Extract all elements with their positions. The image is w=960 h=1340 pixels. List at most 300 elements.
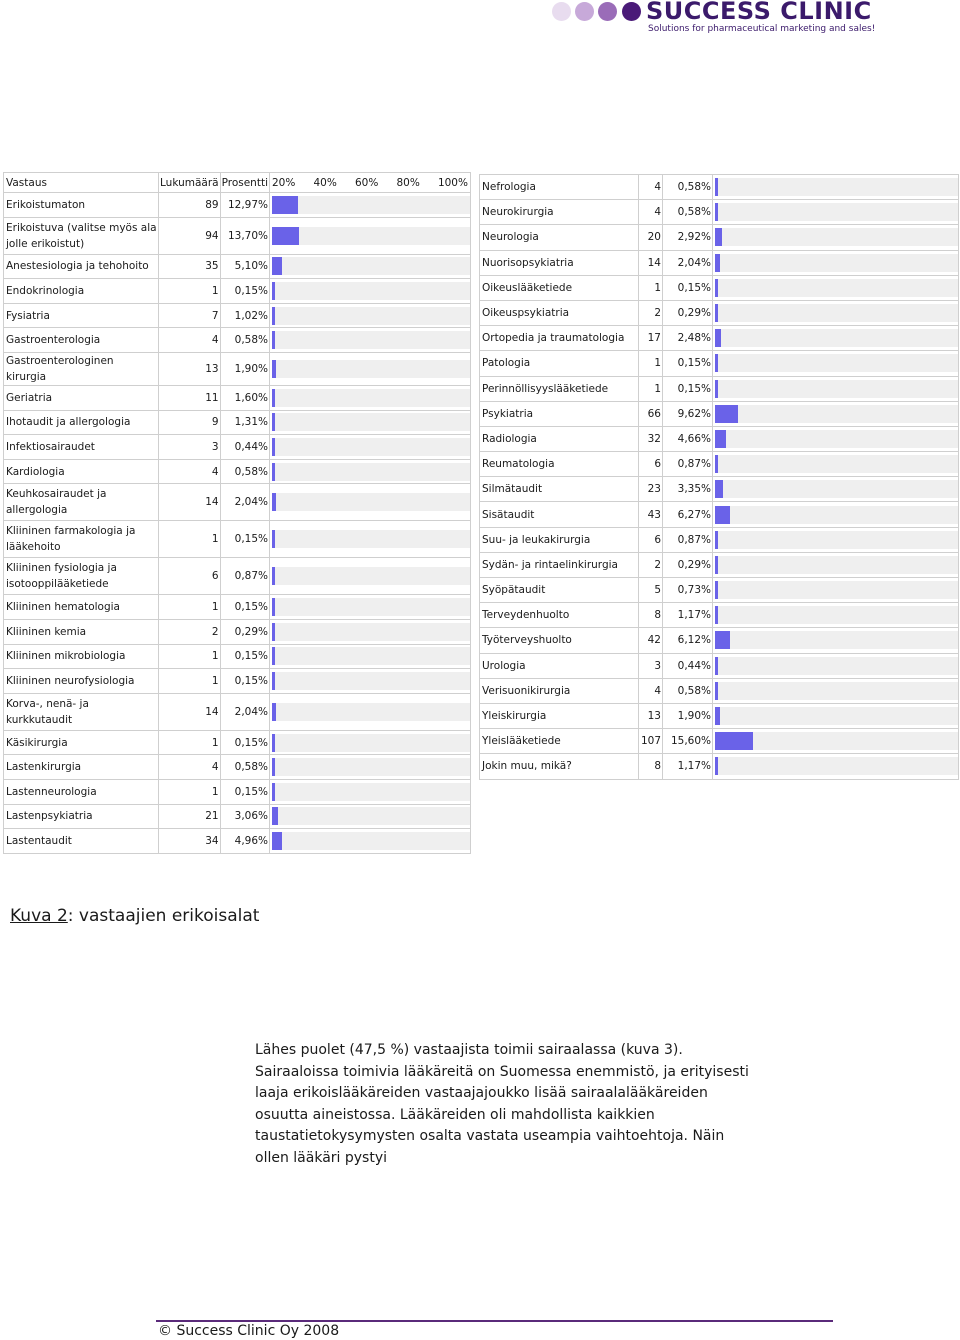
row-count: 9 <box>159 410 221 435</box>
row-count: 7 <box>159 303 221 328</box>
figure-caption-number: Kuva 2 <box>10 906 68 926</box>
row-percent: 0,58% <box>663 175 713 200</box>
table-row <box>4 558 471 595</box>
row-bar-cell <box>713 552 959 577</box>
bar-track <box>272 257 470 275</box>
row-percent: 5,10% <box>220 254 269 279</box>
row-bar-cell <box>713 729 959 754</box>
row-count: 4 <box>159 459 221 484</box>
row-bar-cell <box>713 376 959 401</box>
row-bar-cell <box>713 477 959 502</box>
row-bar-cell <box>270 193 471 218</box>
header-answer: Vastaus <box>4 173 159 193</box>
percent-bar <box>715 203 718 221</box>
table-row <box>4 829 471 854</box>
bar-track <box>715 430 958 448</box>
table-row <box>480 603 959 628</box>
table-row <box>4 352 471 385</box>
row-percent: 0,29% <box>663 300 713 325</box>
table-row <box>4 619 471 644</box>
row-percent: 0,15% <box>663 351 713 376</box>
row-bar-cell <box>713 401 959 426</box>
row-percent: 2,04% <box>220 693 269 730</box>
row-percent: 0,15% <box>220 521 269 558</box>
table-row <box>480 653 959 678</box>
row-label: Kardiologia <box>4 459 159 484</box>
table-row <box>4 435 471 460</box>
figure-caption <box>10 906 259 926</box>
bar-track <box>715 455 958 473</box>
bar-track <box>715 631 958 649</box>
row-bar-cell <box>713 250 959 275</box>
logo-dot <box>598 2 617 21</box>
percent-bar <box>272 493 276 511</box>
row-bar-cell <box>270 279 471 304</box>
table-row <box>4 484 471 521</box>
bar-track <box>715 480 958 498</box>
row-count: 94 <box>159 217 221 254</box>
row-label: Suu- ja leukakirurgia <box>480 527 639 552</box>
row-count: 66 <box>639 401 663 426</box>
bar-track <box>715 354 958 372</box>
row-percent: 0,87% <box>663 527 713 552</box>
row-bar-cell <box>270 619 471 644</box>
bar-track <box>715 254 958 272</box>
row-percent: 0,29% <box>220 619 269 644</box>
row-bar-cell <box>713 603 959 628</box>
row-label: Kliininen fysiologia ja isotooppilääketiede <box>4 558 159 595</box>
row-bar-cell <box>713 502 959 527</box>
row-percent: 12,97% <box>220 193 269 218</box>
bar-track <box>715 732 958 750</box>
row-label: Radiologia <box>480 426 639 451</box>
row-count: 34 <box>159 829 221 854</box>
row-percent: 3,35% <box>663 477 713 502</box>
row-bar-cell <box>270 829 471 854</box>
row-count: 1 <box>159 644 221 669</box>
table-row <box>4 303 471 328</box>
row-bar-cell <box>270 484 471 521</box>
row-label: Sydän- ja rintaelinkirurgia <box>480 552 639 577</box>
row-percent: 3,06% <box>220 804 269 829</box>
row-label: Endokrinologia <box>4 279 159 304</box>
row-bar-cell <box>270 779 471 804</box>
row-label: Oikeuspsykiatria <box>480 300 639 325</box>
row-percent: 0,15% <box>220 730 269 755</box>
row-label: Psykiatria <box>480 401 639 426</box>
row-count: 107 <box>639 729 663 754</box>
row-percent: 0,87% <box>663 452 713 477</box>
percent-bar <box>715 556 718 574</box>
row-count: 1 <box>159 730 221 755</box>
row-count: 14 <box>639 250 663 275</box>
table-row <box>4 730 471 755</box>
specialty-table-left-body <box>4 173 471 854</box>
row-count: 1 <box>159 779 221 804</box>
row-label: Kliininen mikrobiologia <box>4 644 159 669</box>
row-percent: 6,12% <box>663 628 713 653</box>
row-label: Patologia <box>480 351 639 376</box>
row-percent: 0,58% <box>220 459 269 484</box>
row-count: 13 <box>639 703 663 728</box>
bar-track <box>272 227 470 245</box>
table-row <box>4 595 471 620</box>
percent-bar <box>715 430 726 448</box>
row-percent: 0,44% <box>663 653 713 678</box>
bar-track <box>272 598 470 616</box>
row-bar-cell <box>713 300 959 325</box>
table-row <box>480 552 959 577</box>
percent-bar <box>715 682 718 700</box>
bar-track <box>272 832 470 850</box>
bar-track <box>715 304 958 322</box>
row-label: Lastenpsykiatria <box>4 804 159 829</box>
logo-dot <box>622 2 641 21</box>
row-count: 2 <box>159 619 221 644</box>
bar-track <box>715 203 958 221</box>
row-bar-cell <box>713 653 959 678</box>
percent-bar <box>272 438 275 456</box>
row-bar-cell <box>270 303 471 328</box>
row-bar-cell <box>713 175 959 200</box>
row-bar-cell <box>713 628 959 653</box>
specialty-table-left <box>3 172 471 854</box>
row-label: Oikeuslääketiede <box>480 275 639 300</box>
row-count: 14 <box>159 693 221 730</box>
row-percent: 0,58% <box>220 755 269 780</box>
table-row <box>480 729 959 754</box>
percent-bar <box>272 783 275 801</box>
row-percent: 0,44% <box>220 435 269 460</box>
row-count: 23 <box>639 477 663 502</box>
table-row <box>4 193 471 218</box>
scale-tick: 40% <box>313 176 337 189</box>
percent-bar <box>715 757 718 775</box>
percent-bar <box>272 832 282 850</box>
row-percent: 1,17% <box>663 754 713 779</box>
bar-track <box>715 178 958 196</box>
row-percent: 0,58% <box>663 678 713 703</box>
percent-bar <box>272 758 275 776</box>
row-percent: 15,60% <box>663 729 713 754</box>
percent-bar <box>272 282 275 300</box>
table-row <box>4 779 471 804</box>
scale-tick: 60% <box>354 176 379 189</box>
row-percent: 0,15% <box>220 644 269 669</box>
success-clinic-logo <box>548 0 876 40</box>
percent-bar <box>272 227 299 245</box>
row-count: 14 <box>159 484 221 521</box>
row-count: 20 <box>639 225 663 250</box>
table-row <box>480 578 959 603</box>
percent-bar <box>272 196 298 214</box>
bar-track <box>272 734 470 752</box>
body-paragraph: Lähes puolet (47,5 %) vastaajista toimii sairaalassa (kuva 3). Sairaaloissa toimivia lääkäreitä on Suomessa enemmistö, ja erityisesti laaja erikoislääkäreiden vastaajajoukko lisää sairaalalääkäreiden osuutta aineistossa. Lääkäreiden oli mahdollista kaikkien taustatietokysymysten osalta vastata useampia vaihtoehtoja. Näin ollen lääkäri pystyi <box>255 1042 749 1166</box>
row-label: Korva-, nenä- ja kurkkutaudit <box>4 693 159 730</box>
percent-bar <box>715 606 718 624</box>
logo-dot <box>552 2 571 21</box>
row-percent: 9,62% <box>663 401 713 426</box>
row-label: Lastentaudit <box>4 829 159 854</box>
row-percent: 0,29% <box>663 552 713 577</box>
row-percent: 1,17% <box>663 603 713 628</box>
table-row <box>480 477 959 502</box>
row-bar-cell <box>713 275 959 300</box>
row-label: Gastroenterologia <box>4 328 159 353</box>
percent-bar <box>715 178 718 196</box>
row-bar-cell <box>713 452 959 477</box>
table-row <box>4 217 471 254</box>
row-count: 1 <box>159 521 221 558</box>
row-percent: 0,58% <box>663 200 713 225</box>
scale-tick: 100% <box>437 176 468 189</box>
row-count: 1 <box>159 595 221 620</box>
row-count: 1 <box>159 279 221 304</box>
row-label: Kliininen neurofysiologia <box>4 669 159 694</box>
bar-track <box>272 567 470 585</box>
row-bar-cell <box>270 352 471 385</box>
row-bar-cell <box>270 328 471 353</box>
bar-track <box>272 413 470 431</box>
specialty-table-right-body <box>480 175 959 780</box>
row-count: 43 <box>639 502 663 527</box>
percent-bar <box>272 530 275 548</box>
row-count: 3 <box>639 653 663 678</box>
bar-track <box>272 703 470 721</box>
percent-bar <box>272 623 275 641</box>
row-label: Syöpätaudit <box>480 578 639 603</box>
table-row <box>4 693 471 730</box>
row-label: Neurologia <box>480 225 639 250</box>
table-row <box>4 279 471 304</box>
row-count: 32 <box>639 426 663 451</box>
percent-bar <box>715 228 722 246</box>
row-count: 35 <box>159 254 221 279</box>
row-label: Sisätaudit <box>480 502 639 527</box>
row-label: Ihotaudit ja allergologia <box>4 410 159 435</box>
bar-track <box>272 758 470 776</box>
footer-rule <box>156 1320 833 1322</box>
table-row <box>4 254 471 279</box>
row-label: Erikoistuva (valitse myös ala jolle erikoistut) <box>4 217 159 254</box>
row-count: 1 <box>639 351 663 376</box>
percent-bar <box>715 531 718 549</box>
bar-track <box>715 556 958 574</box>
bar-track <box>715 329 958 347</box>
percent-bar <box>272 307 275 325</box>
row-label: Urologia <box>480 653 639 678</box>
row-bar-cell <box>270 669 471 694</box>
percent-bar <box>272 734 275 752</box>
bar-track <box>272 807 470 825</box>
table-row <box>480 502 959 527</box>
row-label: Silmätaudit <box>480 477 639 502</box>
table-row <box>480 250 959 275</box>
table-row <box>480 351 959 376</box>
row-bar-cell <box>270 730 471 755</box>
bar-track <box>272 647 470 665</box>
percent-bar <box>272 703 276 721</box>
table-row <box>480 703 959 728</box>
row-count: 8 <box>639 603 663 628</box>
row-label: Jokin muu, mikä? <box>480 754 639 779</box>
row-label: Terveydenhuolto <box>480 603 639 628</box>
table-row <box>480 452 959 477</box>
table-row <box>480 376 959 401</box>
row-percent: 0,15% <box>220 669 269 694</box>
row-count: 1 <box>639 376 663 401</box>
row-percent: 1,31% <box>220 410 269 435</box>
row-count: 4 <box>159 328 221 353</box>
row-label: Nuorisopsykiatria <box>480 250 639 275</box>
table-row <box>480 754 959 779</box>
row-label: Fysiatria <box>4 303 159 328</box>
table-row <box>480 175 959 200</box>
bar-track <box>715 531 958 549</box>
bar-track <box>272 438 470 456</box>
percent-bar <box>715 380 718 398</box>
table-row <box>4 804 471 829</box>
row-bar-cell <box>713 351 959 376</box>
table-row <box>4 459 471 484</box>
row-percent: 0,58% <box>220 328 269 353</box>
table-row <box>480 426 959 451</box>
row-count: 4 <box>639 200 663 225</box>
percent-bar <box>272 807 278 825</box>
table-row <box>4 385 471 410</box>
table-row <box>480 678 959 703</box>
row-label: Kliininen farmakologia ja lääkehoito <box>4 521 159 558</box>
percent-bar <box>715 732 753 750</box>
row-bar-cell <box>270 521 471 558</box>
row-percent: 13,70% <box>220 217 269 254</box>
percent-bar <box>272 389 275 407</box>
row-bar-cell <box>270 435 471 460</box>
table-row <box>480 326 959 351</box>
bar-track <box>272 307 470 325</box>
row-count: 4 <box>639 678 663 703</box>
figure-caption-text: : vastaajien erikoisalat <box>67 906 260 926</box>
table-row <box>480 401 959 426</box>
bar-track <box>272 530 470 548</box>
percent-bar <box>272 257 282 275</box>
row-label: Erikoistumaton <box>4 193 159 218</box>
row-bar-cell <box>713 678 959 703</box>
row-percent: 4,96% <box>220 829 269 854</box>
brand-name: SUCCESS CLINIC <box>646 0 872 25</box>
bar-track <box>272 331 470 349</box>
table-row <box>480 275 959 300</box>
table-row <box>480 527 959 552</box>
row-percent: 0,15% <box>220 279 269 304</box>
logo-dot <box>575 2 594 21</box>
header-scale <box>270 173 471 193</box>
row-percent: 1,90% <box>220 352 269 385</box>
percent-bar <box>715 279 718 297</box>
row-percent: 0,15% <box>663 275 713 300</box>
bar-track <box>715 757 958 775</box>
row-count: 4 <box>639 175 663 200</box>
bar-track <box>272 493 470 511</box>
row-label: Geriatria <box>4 385 159 410</box>
row-count: 6 <box>639 452 663 477</box>
bar-track <box>272 389 470 407</box>
scale-tick: 80% <box>396 176 420 189</box>
row-bar-cell <box>270 410 471 435</box>
footer-copyright: © Success Clinic Oy 2008 <box>158 1323 340 1339</box>
row-count: 2 <box>639 300 663 325</box>
percent-bar <box>715 506 730 524</box>
row-percent: 0,15% <box>663 376 713 401</box>
row-count: 4 <box>159 755 221 780</box>
row-bar-cell <box>270 254 471 279</box>
row-label: Infektiosairaudet <box>4 435 159 460</box>
table-row <box>4 755 471 780</box>
row-bar-cell <box>270 459 471 484</box>
percent-bar <box>715 581 718 599</box>
row-label: Reumatologia <box>480 452 639 477</box>
percent-bar <box>272 598 275 616</box>
bar-track <box>272 623 470 641</box>
row-bar-cell <box>270 693 471 730</box>
table-row <box>480 300 959 325</box>
row-count: 21 <box>159 804 221 829</box>
percent-bar <box>715 254 720 272</box>
row-percent: 0,15% <box>220 595 269 620</box>
bar-track <box>715 405 958 423</box>
row-count: 6 <box>639 527 663 552</box>
row-bar-cell <box>270 644 471 669</box>
percent-bar <box>272 360 276 378</box>
table-row <box>4 410 471 435</box>
row-label: Gastroenterologinen kirurgia <box>4 352 159 385</box>
table-row <box>4 328 471 353</box>
specialty-table-right <box>479 174 959 780</box>
percent-bar <box>715 480 723 498</box>
row-label: Kliininen hematologia <box>4 595 159 620</box>
row-percent: 2,04% <box>220 484 269 521</box>
bar-track <box>272 360 470 378</box>
row-percent: 1,02% <box>220 303 269 328</box>
row-bar-cell <box>270 755 471 780</box>
percent-scale <box>272 175 470 191</box>
percent-bar <box>715 405 738 423</box>
table-row <box>4 644 471 669</box>
row-label: Ortopedia ja traumatologia <box>480 326 639 351</box>
percent-bar <box>715 304 718 322</box>
row-label: Anestesiologia ja tehohoito <box>4 254 159 279</box>
row-count: 2 <box>639 552 663 577</box>
header-percent: Prosentti <box>220 173 269 193</box>
row-count: 8 <box>639 754 663 779</box>
row-count: 11 <box>159 385 221 410</box>
row-label: Nefrologia <box>480 175 639 200</box>
row-label: Verisuonikirurgia <box>480 678 639 703</box>
row-bar-cell <box>713 225 959 250</box>
row-bar-cell <box>713 426 959 451</box>
row-percent: 6,27% <box>663 502 713 527</box>
table-header-row <box>4 173 471 193</box>
row-count: 17 <box>639 326 663 351</box>
bar-track <box>715 279 958 297</box>
table-row <box>4 669 471 694</box>
row-label: Lastenkirurgia <box>4 755 159 780</box>
row-count: 5 <box>639 578 663 603</box>
bar-track <box>715 228 958 246</box>
row-bar-cell <box>713 200 959 225</box>
bar-track <box>272 672 470 690</box>
row-label: Yleiskirurgia <box>480 703 639 728</box>
